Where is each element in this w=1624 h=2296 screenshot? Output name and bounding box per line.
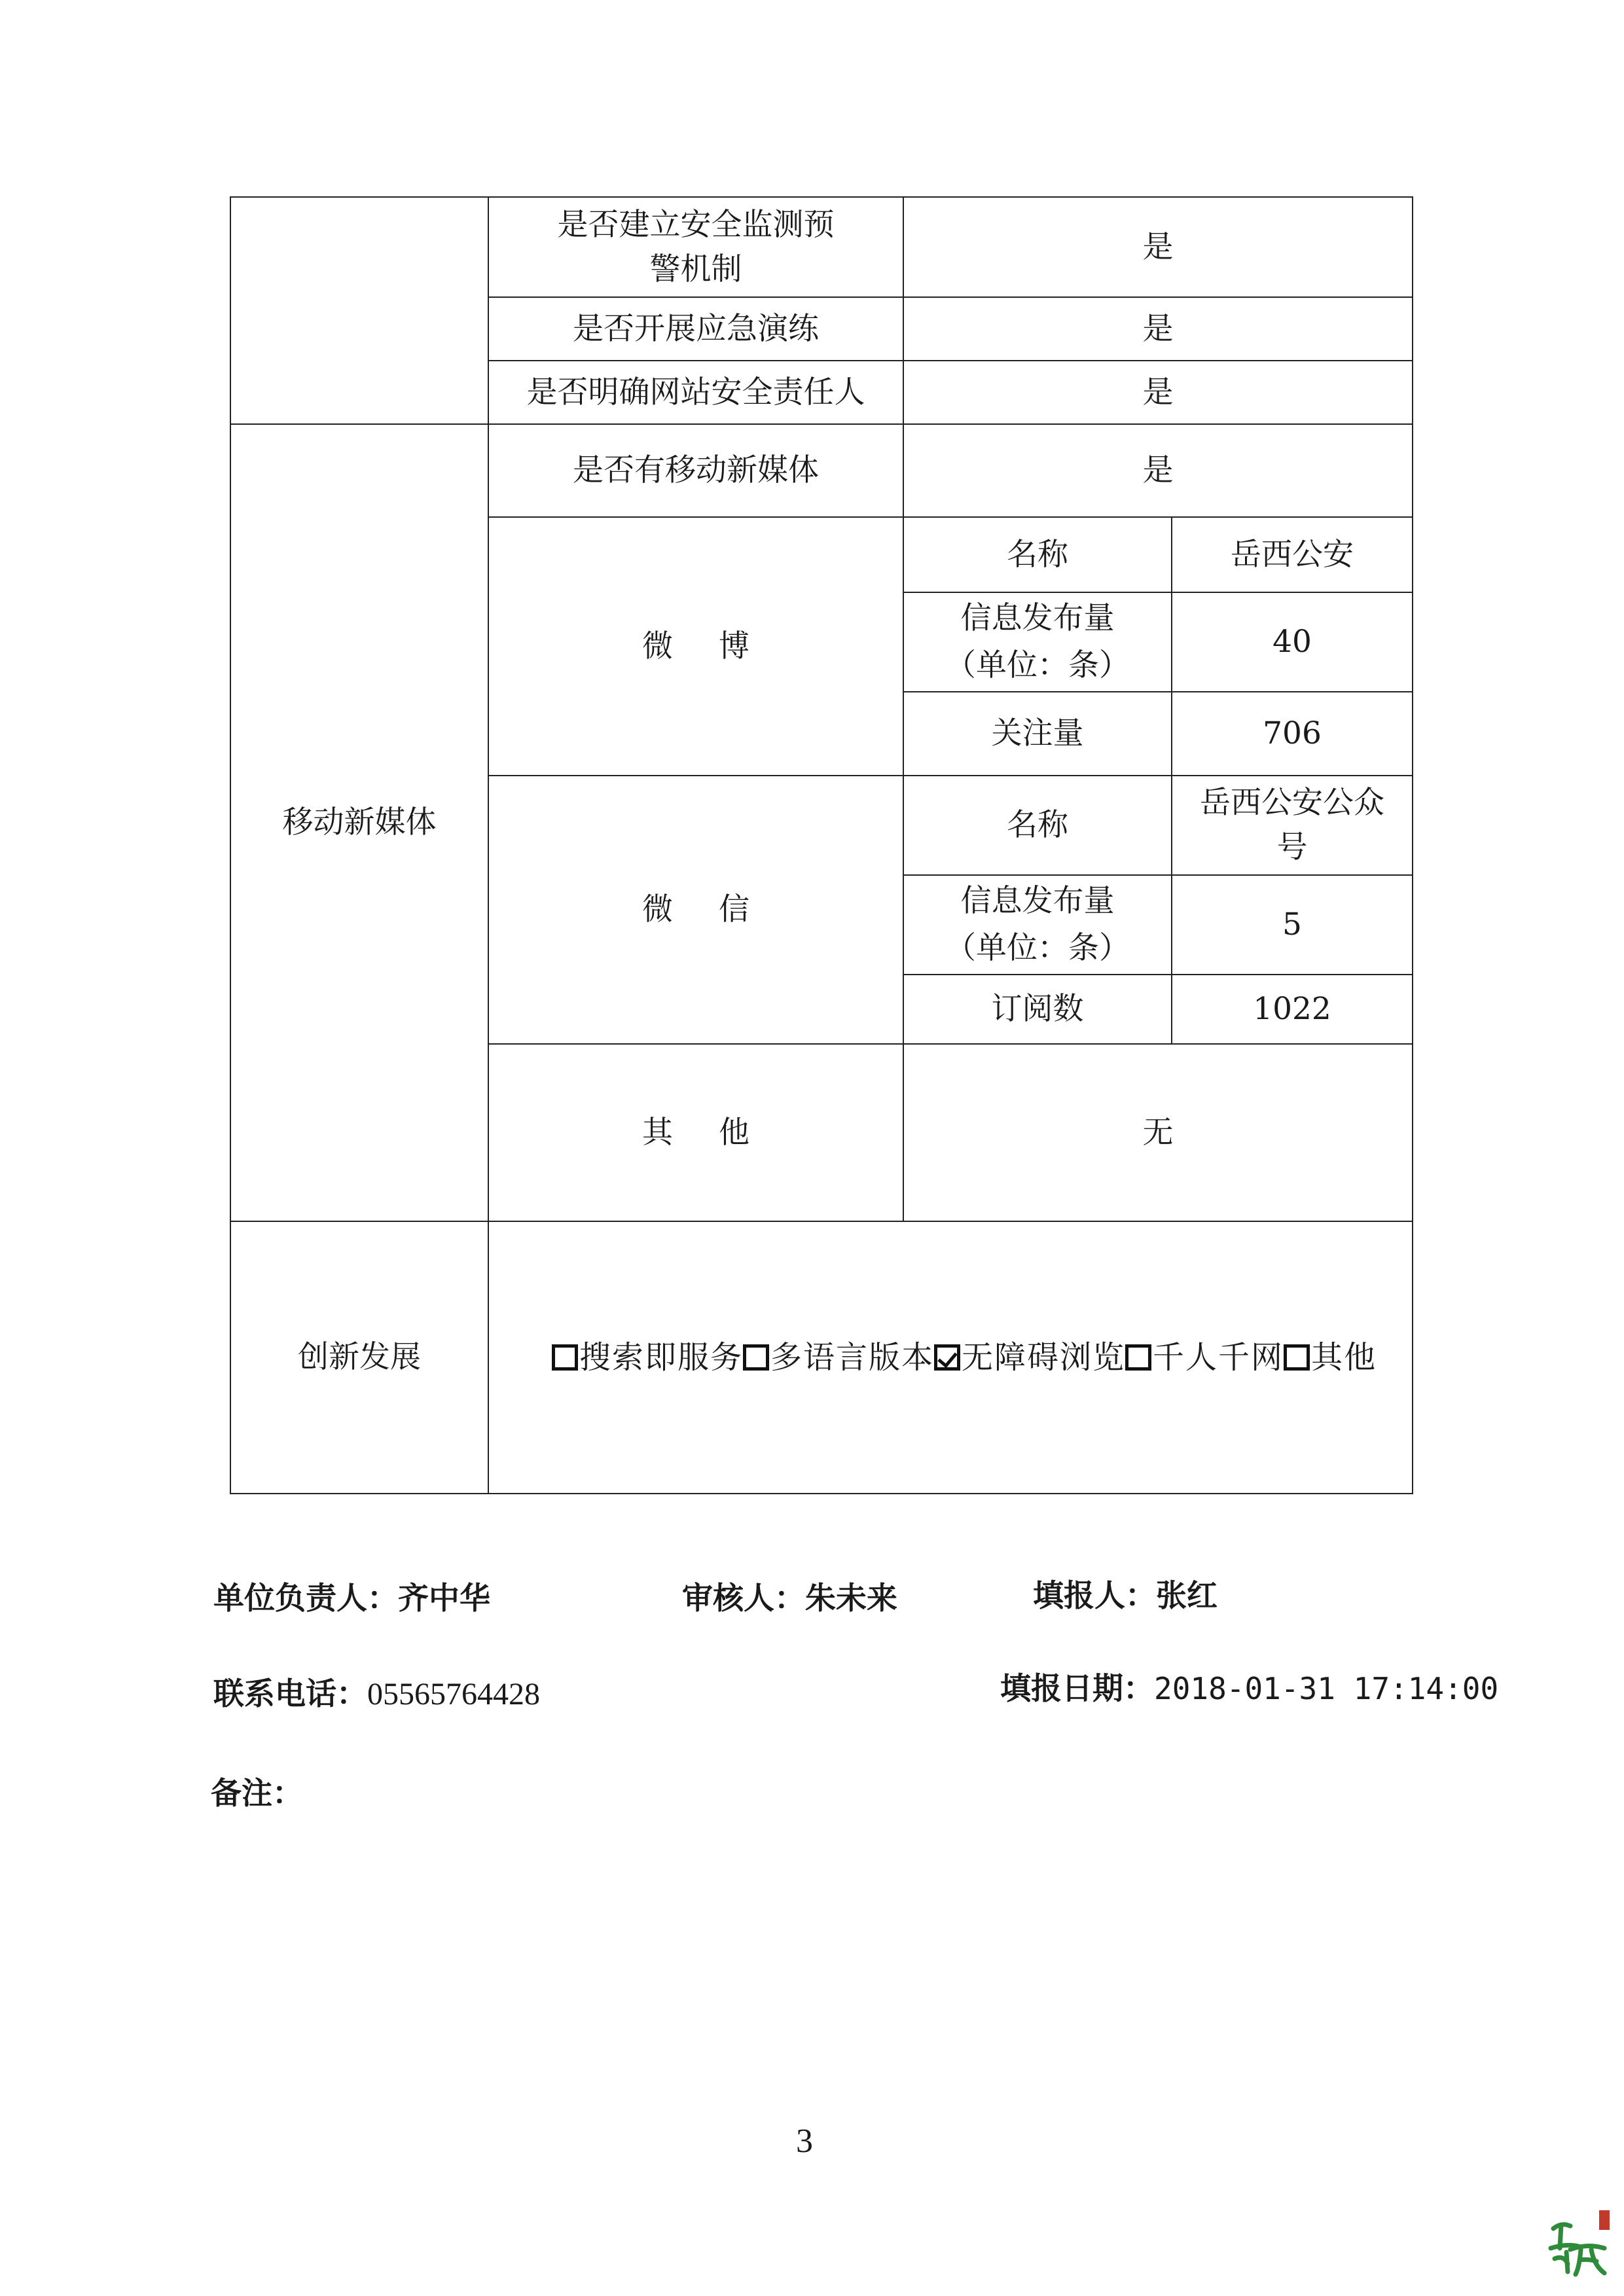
unit-head-field	[213, 1574, 490, 1618]
yuexi-calligraphy-logo-icon	[1542, 2209, 1614, 2281]
mobile-section-label: 移动新媒体	[230, 424, 488, 1221]
remarks-label: 备注：	[211, 1776, 303, 1812]
weibo-posts-value: 40	[1172, 592, 1413, 692]
weibo-posts-label	[903, 592, 1172, 692]
mobile-has-label: 是否有移动新媒体	[488, 424, 903, 517]
remarks-field	[211, 1769, 303, 1813]
weibo-name-value: 岳西公安	[1172, 517, 1413, 592]
wechat-name-value: 岳西公安公众号	[1172, 776, 1413, 875]
weibo-posts-label-line1: 信息发布量	[960, 600, 1115, 636]
other-label	[488, 1044, 903, 1221]
wechat-subscribers-label: 订阅数	[903, 975, 1172, 1044]
other-value: 无	[903, 1044, 1413, 1221]
drill-value: 是	[903, 297, 1413, 361]
weibo-label-text: 微博	[642, 628, 795, 664]
report-table	[230, 196, 1413, 1494]
weibo-name-label: 名称	[903, 517, 1172, 592]
reviewer-label: 审核人：	[682, 1581, 805, 1617]
responsible-label: 是否明确网站安全责任人	[488, 361, 903, 424]
innovation-option-label: 千人千网	[1153, 1338, 1284, 1376]
reviewer-field	[682, 1574, 897, 1618]
phone-value: 05565764428	[367, 1677, 540, 1712]
unit-head-label: 单位负责人：	[213, 1581, 398, 1617]
wechat-posts-label-line2: （单位：条）	[945, 930, 1130, 966]
phone-field	[213, 1670, 540, 1713]
date-label: 填报日期：	[1000, 1671, 1154, 1707]
checked-checkbox-icon	[934, 1344, 960, 1371]
unit-head-name: 齐中华	[398, 1581, 490, 1617]
responsible-value: 是	[903, 361, 1413, 424]
checkbox-icon	[1284, 1344, 1310, 1371]
innovation-options	[488, 1221, 1413, 1494]
wechat-name-label: 名称	[903, 776, 1172, 875]
innovation-option-label: 无障碍浏览	[962, 1338, 1126, 1376]
innovation-option-label: 搜索即服务	[579, 1338, 744, 1376]
wechat-posts-label	[903, 875, 1172, 975]
innovation-option-label: 其他	[1311, 1338, 1377, 1376]
filler-name: 张红	[1156, 1578, 1218, 1614]
innovation-option	[552, 1339, 743, 1376]
innovation-option	[743, 1339, 934, 1376]
date-field	[1000, 1664, 1498, 1708]
wechat-posts-value: 5	[1172, 875, 1413, 975]
wechat-subscribers-value: 1022	[1172, 975, 1413, 1044]
other-label-text: 其他	[642, 1114, 795, 1151]
filler-label: 填报人：	[1033, 1578, 1156, 1614]
security-section-cell	[230, 197, 488, 424]
innovation-option	[1125, 1339, 1284, 1376]
mobile-has-value: 是	[903, 424, 1413, 517]
filler-field	[1033, 1571, 1218, 1615]
checkbox-icon	[552, 1344, 578, 1371]
weibo-posts-label-line2: （单位：条）	[945, 647, 1130, 683]
innovation-option-list	[552, 1339, 1377, 1376]
wechat-label	[488, 776, 903, 1044]
innovation-option-label: 多语言版本	[770, 1338, 935, 1376]
phone-label: 联系电话：	[213, 1676, 367, 1712]
innovation-option	[934, 1339, 1125, 1376]
wechat-label-text: 微信	[642, 891, 795, 927]
innovation-option	[1284, 1339, 1377, 1376]
page-number: 3	[796, 2123, 813, 2160]
monitoring-value: 是	[903, 197, 1413, 297]
weibo-followers-value: 706	[1172, 692, 1413, 776]
monitoring-label: 是否建立安全监测预警机制	[488, 197, 903, 297]
innovation-section-label: 创新发展	[230, 1221, 488, 1494]
checkbox-icon	[1125, 1344, 1151, 1371]
weibo-label	[488, 517, 903, 776]
wechat-posts-label-line1: 信息发布量	[960, 883, 1115, 919]
weibo-followers-label: 关注量	[903, 692, 1172, 776]
drill-label: 是否开展应急演练	[488, 297, 903, 361]
checkbox-icon	[743, 1344, 769, 1371]
date-value: 2018-01-31 17:14:00	[1154, 1671, 1499, 1706]
reviewer-name: 朱未来	[805, 1581, 897, 1617]
